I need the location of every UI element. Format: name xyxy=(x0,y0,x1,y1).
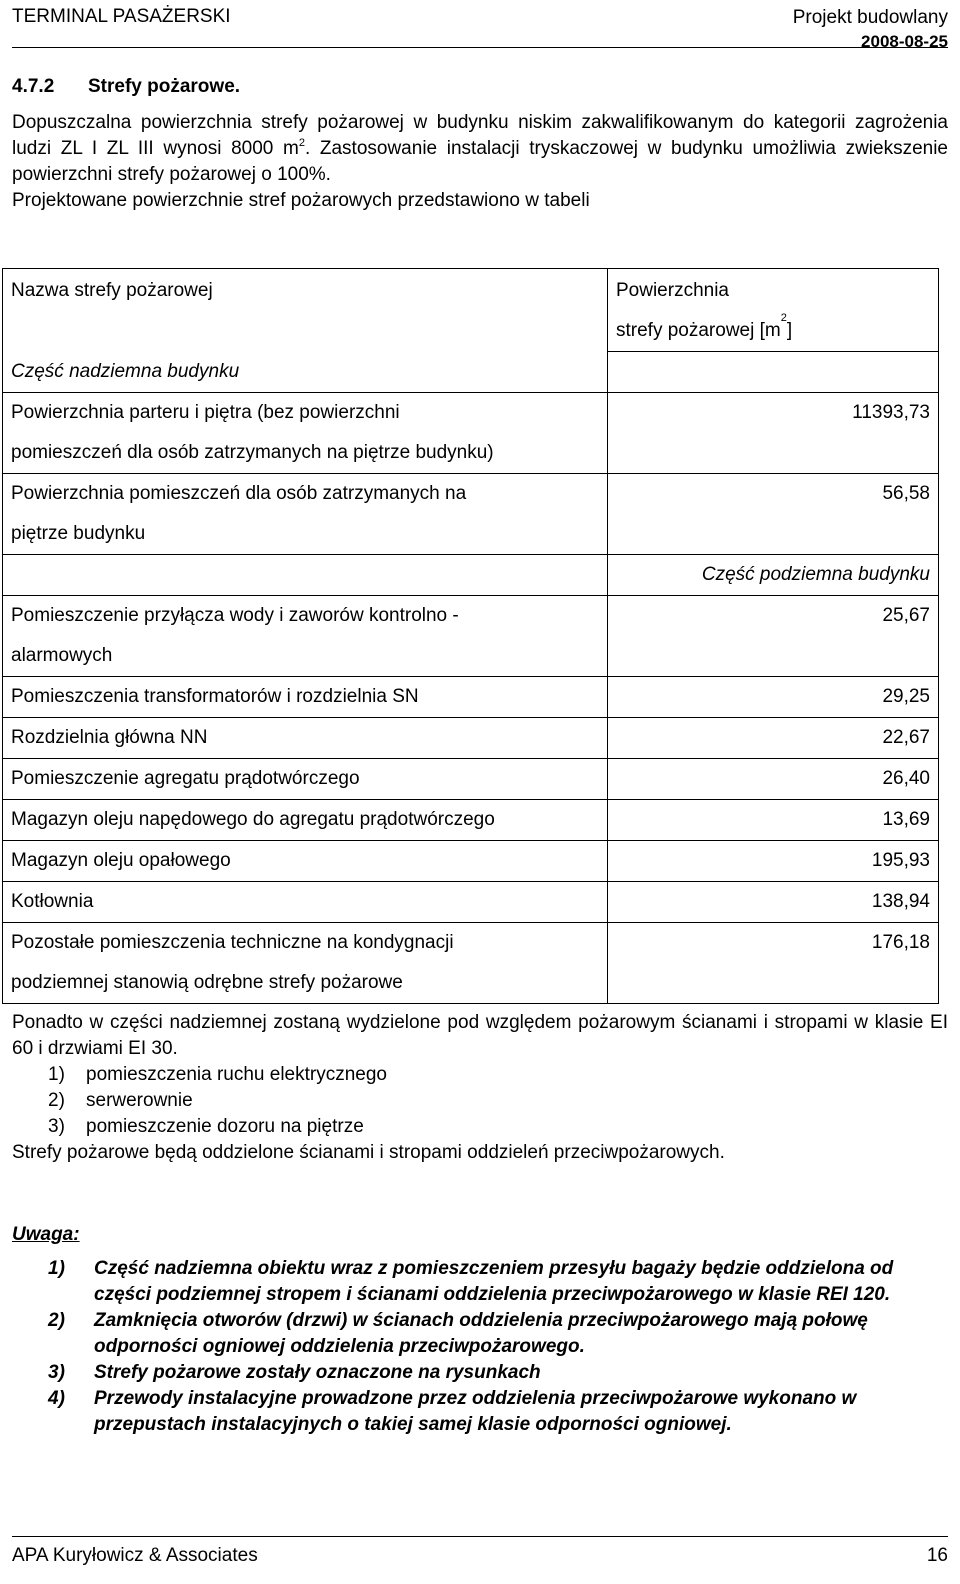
zone-name-line1: Magazyn oleju opałowego xyxy=(11,849,231,871)
zone-name-cell xyxy=(3,392,608,473)
table-header-row xyxy=(3,269,939,352)
below-ground-row xyxy=(3,554,939,595)
note-list xyxy=(12,1256,948,1438)
header-date: 2008-08-25 xyxy=(861,32,948,51)
zone-name-line1: Pomieszczenie przyłącza wody i zaworów kontrolno - xyxy=(11,604,459,626)
list-item-number: 1) xyxy=(48,1064,65,1085)
below-ground-empty xyxy=(3,554,608,595)
zone-name-line1: Powierzchnia parteru i piętra (bez powierzchni xyxy=(11,401,400,423)
table-row xyxy=(3,881,939,922)
zone-area-cell: 13,69 xyxy=(608,799,939,840)
note-section xyxy=(12,1222,948,1438)
table-row xyxy=(3,758,939,799)
note-title: Uwaga: xyxy=(12,1224,80,1245)
table-row xyxy=(3,676,939,717)
intro-paragraph-1 xyxy=(12,110,948,188)
above-ground-empty xyxy=(608,352,939,393)
zone-area-cell: 22,67 xyxy=(608,717,939,758)
header-area-line2 xyxy=(616,311,930,351)
list-item-text: pomieszczenia ruchu elektrycznego xyxy=(86,1064,387,1085)
zone-name-line1: Pomieszczenia transformatorów i rozdzielnia SN xyxy=(11,685,419,707)
note-item-number: 1) xyxy=(48,1258,65,1279)
section-title: Strefy pożarowe. xyxy=(88,76,241,97)
below-ground-label: Część podziemna budynku xyxy=(608,554,939,595)
table-row xyxy=(3,799,939,840)
header-meta xyxy=(793,6,948,54)
table-row xyxy=(3,717,939,758)
note-item xyxy=(48,1308,948,1360)
zone-area-cell: 195,93 xyxy=(608,840,939,881)
zone-name-line2: piętrze budynku xyxy=(11,522,146,544)
list-item-text: serwerownie xyxy=(86,1090,193,1111)
header-document-title: TERMINAL PASAŻERSKI xyxy=(12,6,231,27)
header-area-text: strefy pożarowej [m xyxy=(616,320,781,341)
intro-p1-part-b: . Zastosowanie instalacji tryskaczowej w budynku umożliwia zwiekszenie powierzchni strefy pożarowej o 100%. xyxy=(12,138,948,185)
above-ground-row xyxy=(3,352,939,393)
header-cell-name xyxy=(3,269,608,352)
list-item xyxy=(48,1114,948,1140)
header-name-label: Nazwa strefy pożarowej xyxy=(11,280,213,301)
separated-rooms-list xyxy=(12,1062,948,1140)
header-project-type: Projekt budowlany xyxy=(792,7,948,28)
intro-p1-superscript: 2 xyxy=(298,137,305,149)
fire-zones-table xyxy=(2,268,939,1004)
list-item xyxy=(48,1088,948,1114)
note-item-text: Strefy pożarowe zostały oznaczone na rysunkach xyxy=(94,1362,541,1383)
note-item-text: Zamknięcia otworów (drzwi) w ścianach oddzielenia przeciwpożarowego mają połowę odporności ogniowej oddzielenia przeciwpożarowego. xyxy=(94,1310,868,1357)
note-item xyxy=(48,1256,948,1308)
note-item-number: 4) xyxy=(48,1388,65,1409)
table-row xyxy=(3,473,939,554)
footer-page-number: 16 xyxy=(926,1545,948,1566)
zone-name-cell xyxy=(3,676,608,717)
intro-paragraph-2: Projektowane powierzchnie stref pożarowych przedstawiono w tabeli xyxy=(12,190,590,211)
header-cell-area xyxy=(608,269,939,352)
note-item xyxy=(48,1360,948,1386)
zone-name-cell xyxy=(3,881,608,922)
intro-p1-part-a: Dopuszczalna powierzchnia strefy pożarowej w budynku niskim zakwalifikowanym do kategorii zagrożenia ludzi ZL I ZL III wynosi 8000 m xyxy=(12,112,948,159)
header-area-bracket: ] xyxy=(786,320,793,341)
zone-name-line1: Powierzchnia pomieszczeń dla osób zatrzymanych na xyxy=(11,482,467,504)
list-item-number: 3) xyxy=(48,1116,65,1137)
zone-name-line1: Pozostałe pomieszczenia techniczne na kondygnacji xyxy=(11,931,454,953)
note-item-text: Przewody instalacyjne prowadzone przez oddzielenia przeciwpożarowe wykonano w przepustach instalacyjnych o takiej samej klasie odporności ogniowej. xyxy=(94,1388,857,1435)
list-item-text: pomieszczenie dozoru na piętrze xyxy=(86,1116,364,1137)
zone-name-cell xyxy=(3,799,608,840)
zone-name-line2: alarmowych xyxy=(11,644,113,666)
table-row xyxy=(3,922,939,1003)
note-item-number: 2) xyxy=(48,1310,65,1331)
note-item-text: Część nadziemna obiektu wraz z pomieszczeniem przesyłu bagaży będzie oddzielona od części podziemnej stropem i ścianami oddzielenia przeciwpożarowego w klasie REI 120. xyxy=(94,1258,894,1305)
page-footer xyxy=(12,1536,948,1576)
zone-area-cell: 11393,73 xyxy=(608,392,939,473)
zone-name-line1: Rozdzielnia główna NN xyxy=(11,726,208,748)
page-header xyxy=(12,6,948,51)
zone-area-cell: 29,25 xyxy=(608,676,939,717)
header-area-line1: Powierzchnia xyxy=(616,280,729,301)
table-row xyxy=(3,595,939,676)
zone-name-cell xyxy=(3,840,608,881)
zone-area-cell: 138,94 xyxy=(608,881,939,922)
after-table-text xyxy=(12,1010,948,1166)
header-area-superscript: 2 xyxy=(780,312,787,324)
section-heading xyxy=(12,76,240,98)
zone-name-cell xyxy=(3,717,608,758)
after-paragraph-2: Strefy pożarowe będą oddzielone ścianami i stropami oddzieleń przeciwpożarowych. xyxy=(12,1142,725,1163)
zone-area-cell: 176,18 xyxy=(608,922,939,1003)
zone-area-cell: 26,40 xyxy=(608,758,939,799)
zone-name-line2: podziemnej stanowią odrębne strefy pożarowe xyxy=(11,971,403,993)
zone-name-cell xyxy=(3,922,608,1003)
after-paragraph-1: Ponadto w części nadziemnej zostaną wydzielone pod względem pożarowym ścianami i stropami w klasie EI 60 i drzwiami EI 30. xyxy=(12,1012,948,1059)
zone-area-cell: 25,67 xyxy=(608,595,939,676)
zone-name-line1: Kotłownia xyxy=(11,890,94,912)
table-row xyxy=(3,840,939,881)
zone-name-line1: Magazyn oleju napędowego do agregatu prądotwórczego xyxy=(11,808,495,830)
zone-name-cell xyxy=(3,473,608,554)
intro-text xyxy=(12,110,948,214)
zone-area-cell: 56,58 xyxy=(608,473,939,554)
list-item xyxy=(48,1062,948,1088)
zone-name-line2: pomieszczeń dla osób zatrzymanych na piętrze budynku) xyxy=(11,441,494,463)
note-item xyxy=(48,1386,948,1438)
footer-company: APA Kuryłowicz & Associates xyxy=(12,1545,258,1566)
list-item-number: 2) xyxy=(48,1090,65,1111)
table-row xyxy=(3,392,939,473)
zone-name-cell xyxy=(3,758,608,799)
section-number: 4.7.2 xyxy=(12,76,55,97)
zone-name-cell xyxy=(3,595,608,676)
zone-name-line1: Pomieszczenie agregatu prądotwórczego xyxy=(11,767,360,789)
note-item-number: 3) xyxy=(48,1362,65,1383)
above-ground-label: Część nadziemna budynku xyxy=(3,352,608,393)
